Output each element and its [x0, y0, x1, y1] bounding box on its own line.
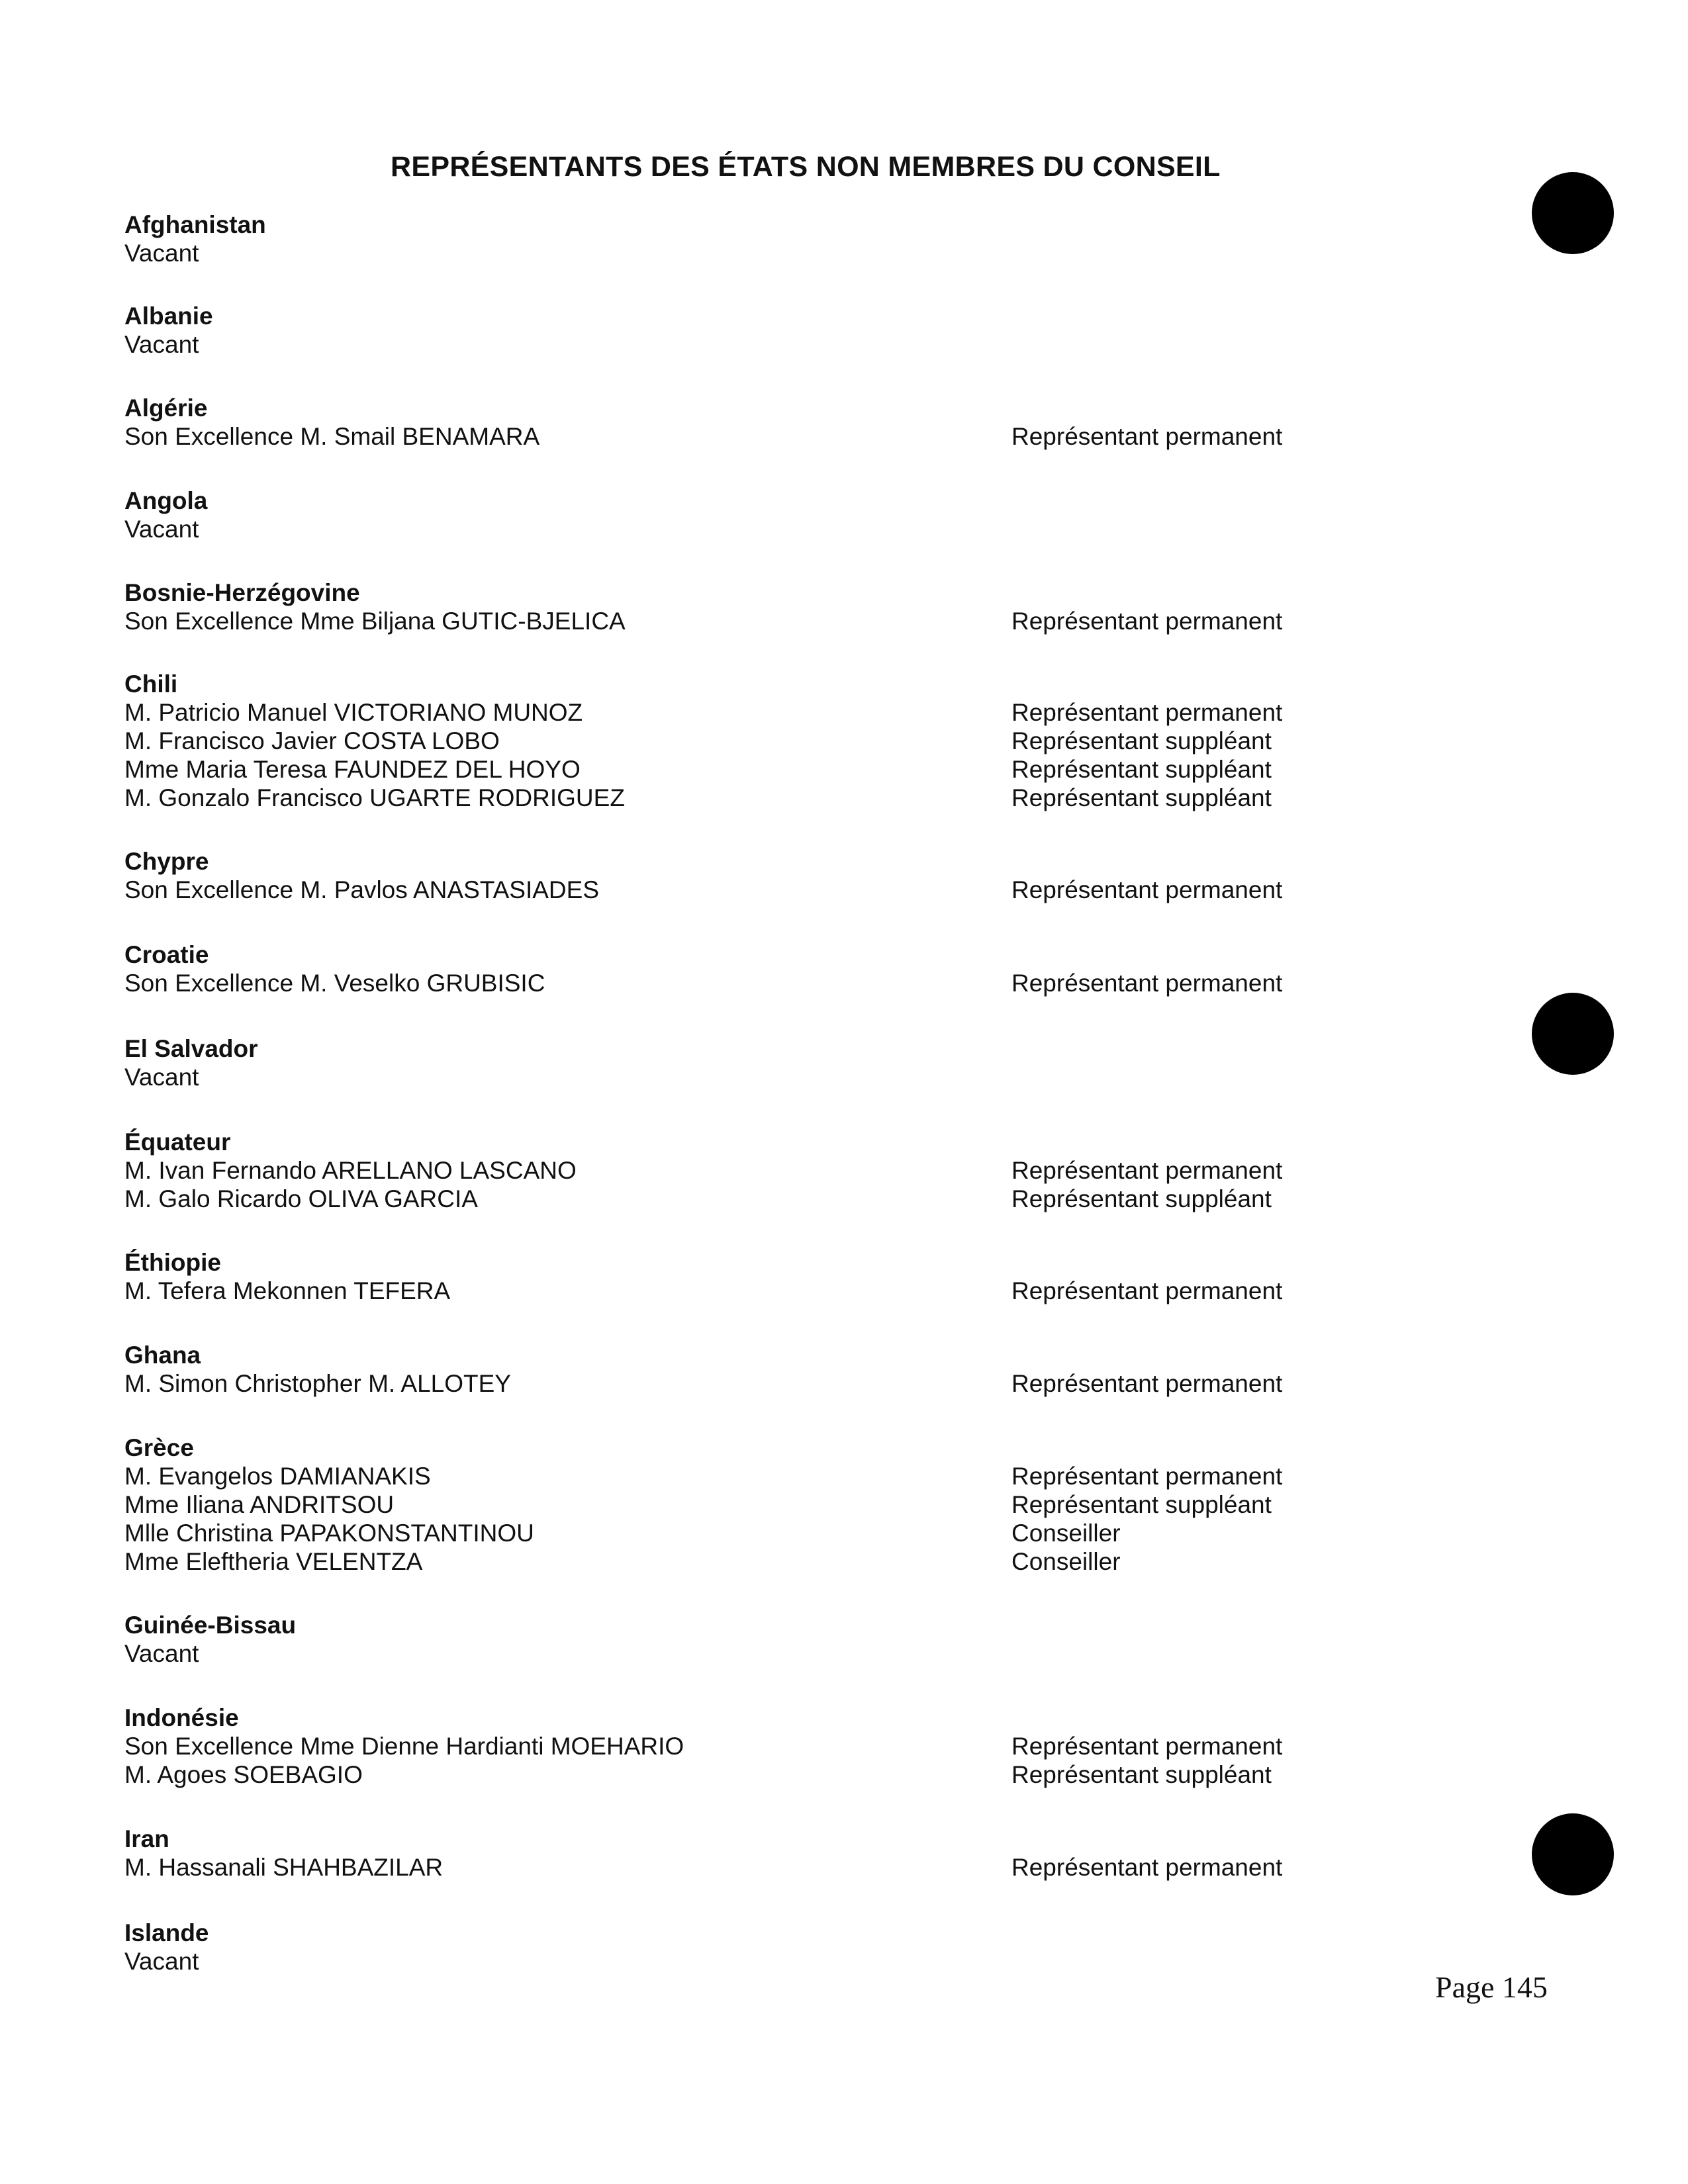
person-row	[124, 515, 1382, 543]
person-name: M. Patricio Manuel VICTORIANO MUNOZ	[124, 699, 583, 726]
person-row	[124, 969, 1382, 997]
country-name: Grèce	[124, 1434, 194, 1461]
person-row	[124, 1462, 1382, 1490]
country-entry	[124, 1341, 1382, 1398]
person-name: Son Excellence Mme Dienne Hardianti MOEHARIO	[124, 1733, 684, 1760]
country-entry	[124, 1825, 1382, 1882]
country-name: Éthiopie	[124, 1249, 221, 1276]
person-name: Son Excellence M. Pavlos ANASTASIADES	[124, 876, 600, 903]
country-name: Indonésie	[124, 1704, 239, 1731]
person-name: Vacant	[124, 240, 199, 267]
person-role: Conseiller	[1011, 1548, 1121, 1575]
person-role: Représentant permanent	[1011, 1463, 1283, 1490]
person-role: Représentant permanent	[1011, 1733, 1283, 1760]
person-name: Vacant	[124, 1064, 199, 1091]
country-entry	[124, 940, 1382, 997]
person-row	[124, 330, 1382, 359]
person-role: Représentant suppléant	[1011, 1185, 1272, 1212]
person-row	[124, 1063, 1382, 1091]
page-number: Page 145	[1435, 1970, 1548, 2004]
person-row	[124, 422, 1382, 451]
person-role: Représentant suppléant	[1011, 1761, 1272, 1788]
person-role: Représentant permanent	[1011, 1370, 1283, 1397]
person-role: Représentant permanent	[1011, 876, 1283, 903]
person-name: Son Excellence M. Veselko GRUBISIC	[124, 970, 545, 997]
person-name: Mlle Christina PAPAKONSTANTINOU	[124, 1520, 534, 1547]
person-row	[124, 876, 1382, 904]
country-name: Iran	[124, 1825, 169, 1852]
person-role: Représentant suppléant	[1011, 756, 1272, 783]
person-row	[124, 1277, 1382, 1305]
person-role: Conseiller	[1011, 1520, 1121, 1547]
country-entry	[124, 847, 1382, 904]
person-role: Représentant permanent	[1011, 970, 1283, 997]
country-entry	[124, 210, 1382, 267]
person-row	[124, 1853, 1382, 1882]
person-name: Mme Eleftheria VELENTZA	[124, 1548, 423, 1575]
person-row	[124, 1185, 1382, 1213]
person-row	[124, 607, 1382, 635]
person-row	[124, 1547, 1382, 1576]
person-name: Vacant	[124, 1948, 199, 1975]
person-row	[124, 1156, 1382, 1185]
country-name: Bosnie-Herzégovine	[124, 579, 360, 606]
country-name: Chili	[124, 670, 178, 698]
country-name: Guinée-Bissau	[124, 1612, 297, 1639]
person-name: M. Evangelos DAMIANAKIS	[124, 1463, 431, 1490]
country-entry	[124, 486, 1382, 543]
country-entry	[124, 1128, 1382, 1213]
person-name: Vacant	[124, 516, 199, 543]
country-entry	[124, 1034, 1382, 1091]
person-row	[124, 698, 1382, 727]
country-entry	[124, 670, 1382, 812]
person-name: M. Agoes SOEBAGIO	[124, 1761, 363, 1788]
person-row	[124, 727, 1382, 755]
person-name: Son Excellence M. Smail BENAMARA	[124, 423, 540, 450]
person-row	[124, 1490, 1382, 1519]
person-role: Représentant suppléant	[1011, 727, 1272, 754]
person-name: M. Ivan Fernando ARELLANO LASCANO	[124, 1157, 577, 1184]
person-role: Représentant permanent	[1011, 699, 1283, 726]
person-role: Représentant permanent	[1011, 608, 1283, 635]
person-row	[124, 1519, 1382, 1547]
person-name: M. Gonzalo Francisco UGARTE RODRIGUEZ	[124, 784, 625, 811]
person-name: M. Galo Ricardo OLIVA GARCIA	[124, 1185, 478, 1212]
country-name: Équateur	[124, 1128, 231, 1156]
person-name: M. Simon Christopher M. ALLOTEY	[124, 1370, 511, 1397]
country-name: Chypre	[124, 848, 209, 875]
person-row	[124, 1947, 1382, 1976]
page-title: REPRÉSENTANTS DES ÉTATS NON MEMBRES DU CONSEIL	[391, 151, 1221, 183]
person-role: Représentant permanent	[1011, 423, 1283, 450]
country-entry	[124, 1248, 1382, 1305]
country-entry	[124, 394, 1382, 451]
country-entry	[124, 578, 1382, 635]
punch-hole-top	[1532, 172, 1614, 254]
country-entry	[124, 1704, 1382, 1789]
punch-hole-bottom	[1532, 1813, 1614, 1895]
country-entry	[124, 1919, 1382, 1976]
country-entry	[124, 302, 1382, 359]
person-role: Représentant permanent	[1011, 1277, 1283, 1304]
person-role: Représentant permanent	[1011, 1854, 1283, 1881]
country-name: Islande	[124, 1919, 209, 1946]
country-name: Croatie	[124, 941, 209, 968]
person-row	[124, 239, 1382, 267]
country-name: Afghanistan	[124, 211, 266, 238]
country-name: El Salvador	[124, 1035, 258, 1062]
person-name: Vacant	[124, 1640, 199, 1667]
person-row	[124, 1369, 1382, 1398]
person-role: Représentant permanent	[1011, 1157, 1283, 1184]
person-row	[124, 1732, 1382, 1760]
person-name: Mme Iliana ANDRITSOU	[124, 1491, 395, 1518]
country-entry	[124, 1433, 1382, 1576]
person-role: Représentant suppléant	[1011, 784, 1272, 811]
country-name: Albanie	[124, 302, 213, 330]
country-name: Ghana	[124, 1342, 201, 1369]
person-role: Représentant suppléant	[1011, 1491, 1272, 1518]
country-name: Algérie	[124, 394, 208, 422]
punch-hole-middle	[1532, 993, 1614, 1075]
person-row	[124, 784, 1382, 812]
person-name: M. Hassanali SHAHBAZILAR	[124, 1854, 444, 1881]
person-name: Mme Maria Teresa FAUNDEZ DEL HOYO	[124, 756, 581, 783]
person-name: M. Francisco Javier COSTA LOBO	[124, 727, 500, 754]
country-entry	[124, 1611, 1382, 1668]
person-row	[124, 755, 1382, 784]
country-name: Angola	[124, 487, 208, 514]
person-name: M. Tefera Mekonnen TEFERA	[124, 1277, 451, 1304]
person-name: Vacant	[124, 331, 199, 358]
person-name: Son Excellence Mme Biljana GUTIC-BJELICA	[124, 608, 626, 635]
person-row	[124, 1760, 1382, 1789]
person-row	[124, 1639, 1382, 1668]
